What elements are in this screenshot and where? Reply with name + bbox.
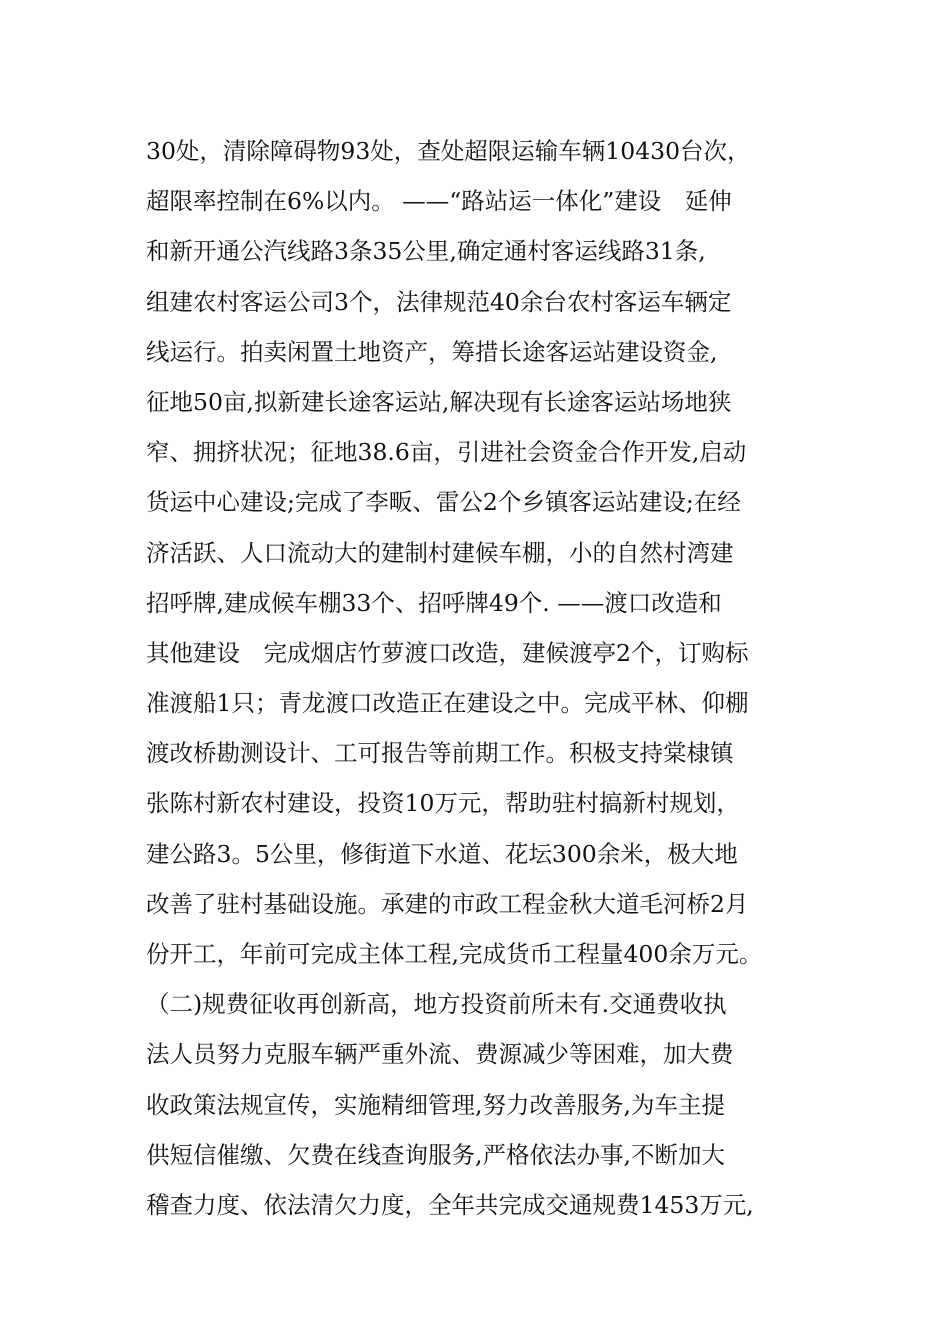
text-line: 供短信催缴、欠费在线查询服务,严格依法办事,不断加大 — [146, 1140, 725, 1169]
text-line: 渡改桥勘测设计、工可报告等前期工作。积极支持棠棣镇 — [146, 739, 734, 768]
text-line: 征地50亩,拟新建长途客运站,解决现有长途客运站场地狭 — [146, 387, 732, 416]
text-line: 组建农村客运公司3个，法律规范40余台农村客运车辆定 — [146, 287, 732, 316]
text-line: 超限率控制在6%以内。 ——“路站运一体化”建设 延伸 — [146, 187, 732, 216]
text-line: （二)规费征收再创新高，地方投资前所未有.交通费收执 — [146, 990, 727, 1019]
text-line: 和新开通公汽线路3条35公里,确定通村客运线路31条, — [146, 237, 706, 266]
text-line: 济活跃、人口流动大的建制村建候车棚，小的自然村湾建 — [146, 538, 734, 567]
body-text — [146, 126, 846, 1230]
text-line: 张陈村新农村建设，投资10万元，帮助驻村搞新村规划， — [146, 789, 740, 818]
text-line: 建公路3。5公里，修街道下水道、花坛300余米，极大地 — [146, 839, 738, 868]
text-line: 稽查力度、依法清欠力度，全年共完成交通规费1453万元, — [146, 1190, 754, 1219]
text-line: 招呼牌,建成候车棚33个、招呼牌49个. ——渡口改造和 — [146, 588, 722, 617]
text-line: 改善了驻村基础设施。承建的市政工程金秋大道毛河桥2月 — [146, 889, 749, 918]
text-line: 线运行。拍卖闲置土地资产，筹措长途客运站建设资金, — [146, 337, 718, 366]
text-line: 份开工，年前可完成主体工程,完成货币工程量400余万元。 — [146, 940, 763, 968]
text-line: 法人员努力克服车辆严重外流、费源减少等困难，加大费 — [146, 1040, 734, 1069]
text-line: 其他建设 完成烟店竹萝渡口改造，建候渡亭2个，订购标 — [146, 638, 749, 667]
text-line: 窄、拥挤状况；征地38.6亩，引进社会资金合作开发,启动 — [146, 438, 747, 467]
text-line: 货运中心建设;完成了李畈、雷公2个乡镇客运站建设;在经 — [146, 488, 741, 517]
text-line: 准渡船1只；青龙渡口改造正在建设之中。完成平林、仰棚 — [146, 689, 749, 718]
text-line: 30处，清除障碍物93处，查处超限运输车辆10430台次， — [146, 137, 751, 165]
text-line: 收政策法规宣传，实施精细管理,努力改善服务,为车主提 — [146, 1090, 725, 1119]
